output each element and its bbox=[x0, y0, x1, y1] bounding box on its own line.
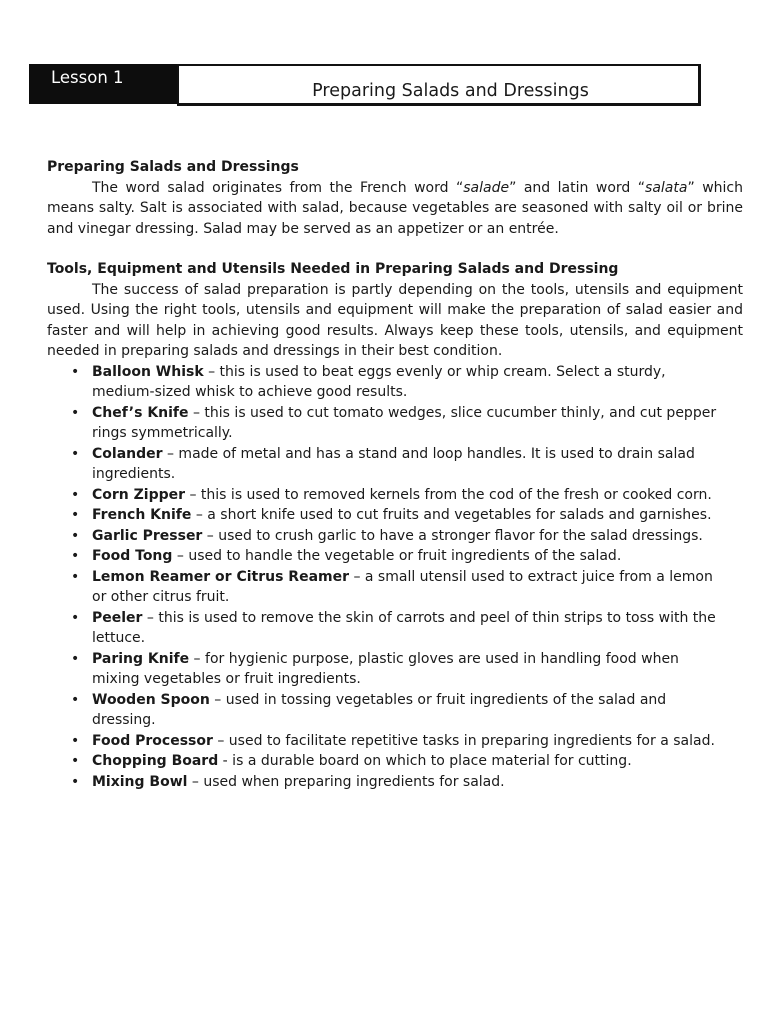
bullet-icon: • bbox=[71, 548, 80, 564]
intro-paragraph bbox=[47, 178, 743, 240]
tool-name: Mixing Bowl bbox=[92, 773, 188, 790]
tool-description: – this is used to cut tomato wedges, slice cucumber thinly, and cut pepper rings symmetrically. bbox=[92, 404, 717, 441]
tool-description: – this is used to removed kernels from the cod of the fresh or cooked corn. bbox=[185, 486, 712, 503]
list-item bbox=[47, 567, 743, 608]
list-item bbox=[47, 362, 743, 403]
bullet-icon: • bbox=[71, 650, 80, 667]
tool-name: Garlic Presser bbox=[92, 527, 203, 544]
tool-name: Colander bbox=[92, 445, 163, 462]
tool-name: Balloon Whisk bbox=[92, 363, 204, 380]
tool-description: – a small utensil used to extract juice from a lemon or other citrus fruit. bbox=[92, 568, 713, 605]
tool-description: – a short knife used to cut fruits and vegetables for salads and garnishes. bbox=[191, 507, 712, 523]
intro-text-3: ” which means salty. Salt is associated with salad, because vegetables are seasoned with salty oil or brine and vinegar dressing. Salad may be served as an appetizer or an entrée. bbox=[47, 179, 743, 237]
tool-description: – used in tossing vegetables or fruit ingredients of the salad and dressing. bbox=[92, 691, 667, 728]
list-item bbox=[47, 649, 743, 690]
list-item bbox=[47, 690, 743, 731]
list-item bbox=[47, 608, 743, 649]
list-item bbox=[47, 731, 743, 752]
tool-name: Paring Knife bbox=[92, 650, 190, 667]
list-item bbox=[47, 403, 743, 444]
tool-name: Wooden Spoon bbox=[92, 691, 210, 708]
bullet-icon: • bbox=[71, 363, 80, 380]
tool-description: – this is used to remove the skin of carrots and peel of thin strips to toss with the lettuce. bbox=[92, 609, 716, 646]
tool-description: – used when preparing ingredients for salad. bbox=[187, 773, 505, 790]
section-heading-intro: Preparing Salads and Dressings bbox=[47, 159, 299, 175]
title-box bbox=[177, 64, 701, 106]
bullet-icon: • bbox=[71, 609, 80, 626]
tool-name: Food Tong bbox=[92, 548, 173, 564]
document-body bbox=[47, 157, 743, 792]
tool-name: Lemon Reamer or Citrus Reamer bbox=[92, 568, 349, 585]
word-salata: salata bbox=[645, 179, 688, 196]
bullet-icon: • bbox=[71, 486, 80, 503]
tool-description: – used to crush garlic to have a stronger flavor for the salad dressings. bbox=[202, 527, 703, 544]
tool-name: Corn Zipper bbox=[92, 486, 186, 503]
list-item bbox=[47, 772, 743, 793]
list-item bbox=[47, 751, 743, 772]
tool-name: Chopping Board bbox=[92, 753, 219, 769]
list-item bbox=[47, 485, 743, 506]
bullet-icon: • bbox=[71, 773, 80, 790]
tools-paragraph: The success of salad preparation is partly depending on the tools, utensils and equipment used. Using the right tools, utensils and equipment will make the preparation of salad easier and faster and will help in achieving good results. Always keep these tools, utensils, and equipment needed in preparing salads and dressings in their best condition. bbox=[47, 281, 743, 359]
intro-text-1: The word salad originates from the French word “ bbox=[92, 179, 464, 196]
tool-description: – for hygienic purpose, plastic gloves are used in handling food when mixing vegetables or fruit ingredients. bbox=[92, 650, 679, 687]
tool-name: French Knife bbox=[92, 507, 192, 523]
bullet-icon: • bbox=[71, 753, 80, 769]
tool-name: Chef’s Knife bbox=[92, 404, 189, 421]
tool-description: – used to handle the vegetable or fruit ingredients of the salad. bbox=[172, 548, 622, 564]
bullet-icon: • bbox=[71, 445, 80, 462]
intro-text-2: ” and latin word “ bbox=[509, 179, 646, 196]
bullet-icon: • bbox=[71, 404, 80, 421]
tool-description: – made of metal and has a stand and loop handles. It is used to drain salad ingredients. bbox=[92, 445, 695, 482]
tool-name: Food Processor bbox=[92, 732, 213, 749]
page-title: Preparing Salads and Dressings bbox=[312, 81, 589, 101]
lesson-header bbox=[29, 64, 701, 106]
list-item bbox=[47, 444, 743, 485]
bullet-icon: • bbox=[71, 732, 80, 749]
list-item bbox=[47, 546, 743, 567]
tool-name: Peeler bbox=[92, 609, 143, 626]
lesson-label: Lesson 1 bbox=[29, 64, 177, 104]
list-item bbox=[47, 505, 743, 526]
list-item bbox=[47, 526, 743, 547]
tool-description: - is a durable board on which to place material for cutting. bbox=[218, 753, 632, 769]
bullet-icon: • bbox=[71, 568, 80, 585]
word-salade: salade bbox=[463, 179, 510, 196]
tool-description: – this is used to beat eggs evenly or whip cream. Select a sturdy, medium-sized whisk to achieve good results. bbox=[92, 363, 666, 400]
bullet-icon: • bbox=[71, 507, 80, 523]
bullet-icon: • bbox=[71, 527, 80, 544]
tools-list bbox=[47, 362, 743, 793]
section-heading-tools: Tools, Equipment and Utensils Needed in Preparing Salads and Dressing bbox=[47, 261, 619, 277]
bullet-icon: • bbox=[71, 691, 80, 708]
tool-description: – used to facilitate repetitive tasks in preparing ingredients for a salad. bbox=[212, 732, 715, 749]
